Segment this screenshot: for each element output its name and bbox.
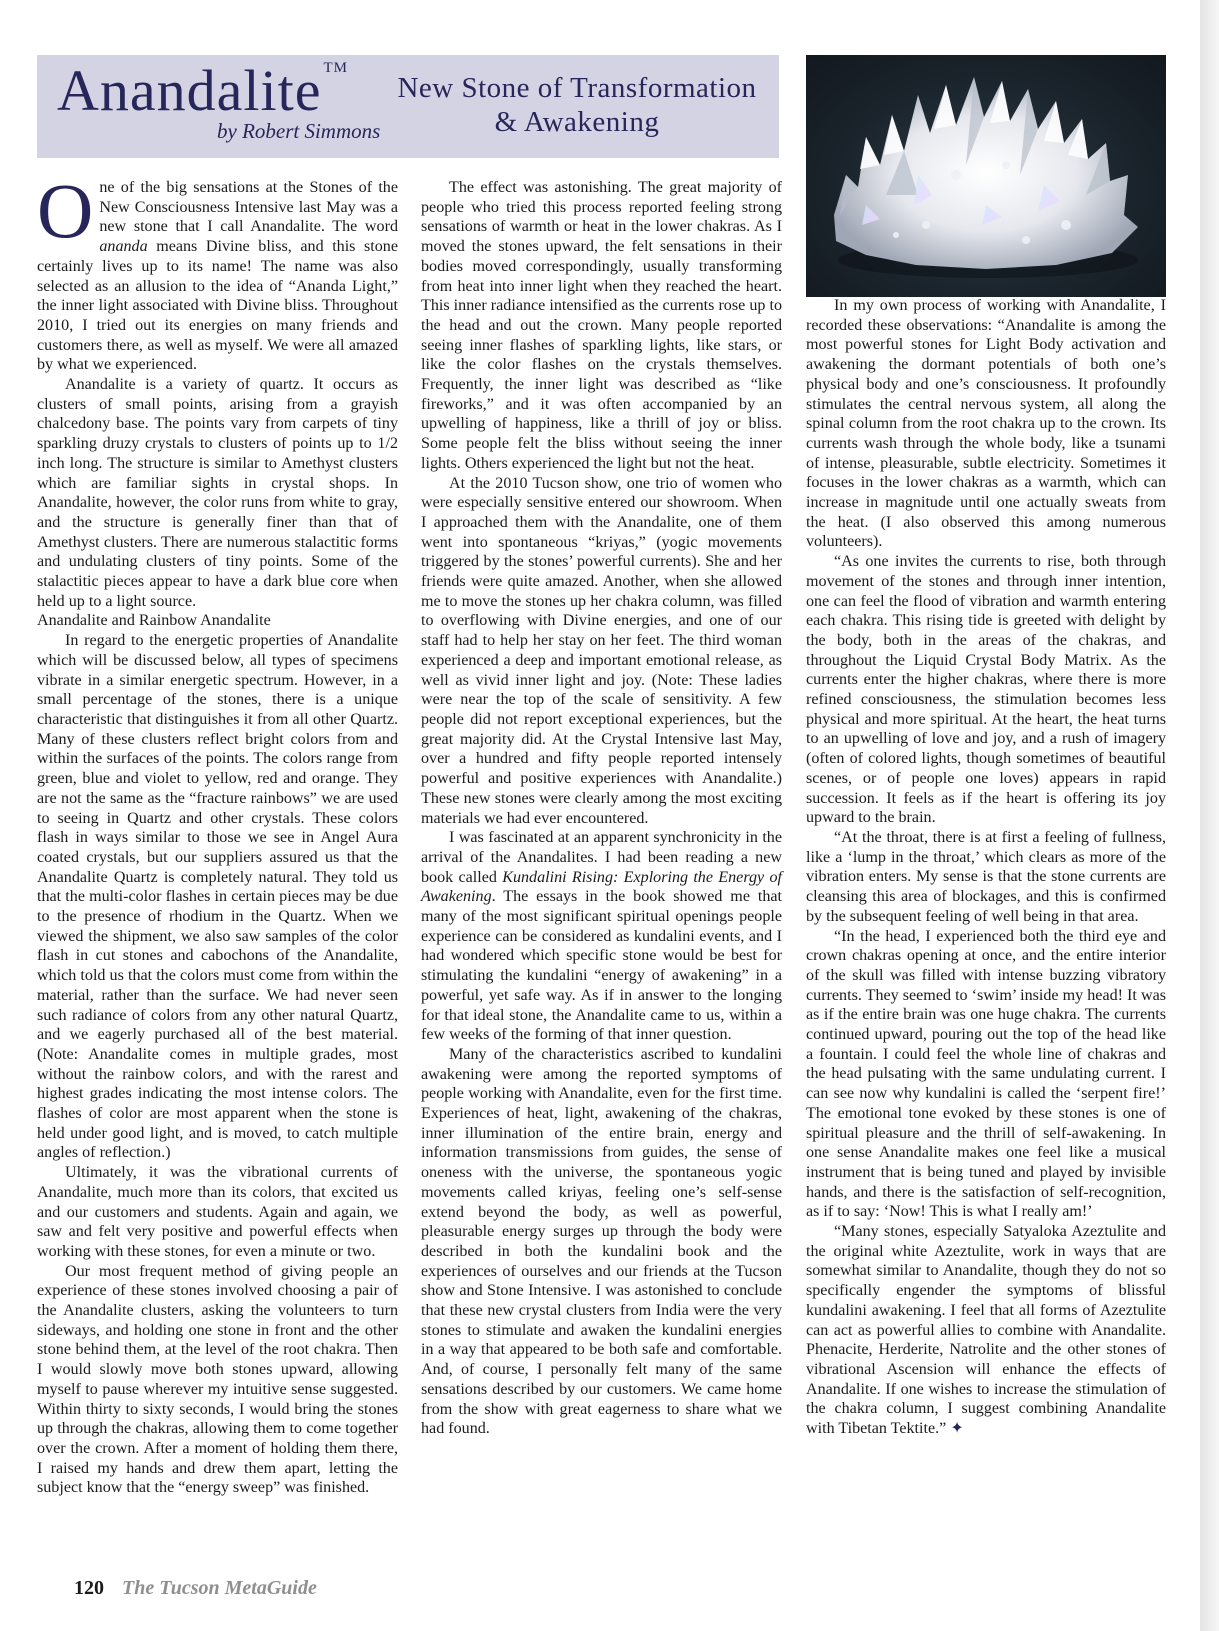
byline: by Robert Simmons — [217, 119, 381, 143]
publication-name: The Tucson MetaGuide — [122, 1577, 317, 1599]
paragraph: Many of the characteristics ascribed to kundalini awakening were among the reported symptoms of people working with Anandalite, even for the first time. Experiences of heat, light, awakening of the chakras, inner illumination of the entire brain, energy and information transmissions from guides, the sense of oneness with the universe, the spontaneous yogic movements called kriyas, feeling one’s self-sense extend beyond the body, as well as powerful, pleasurable energy surges up through the body were described in both the kundalini book and the experiences of ourselves and our friends at the Tucson show and Stone Intensive. I was astonished to conclude that these new crystal clusters from India were the very stones to stimulate and awaken the kundalini energies in a way that appeared to be both safe and comfortable. And, of course, I personally felt many of the same sensations described by our customers. We came home from the show with great eagerness to share what we had found. — [421, 1045, 782, 1438]
paragraph — [37, 167, 398, 375]
anandalite-crystal-photo — [806, 55, 1166, 297]
end-mark-icon: ✦ — [950, 1420, 964, 1438]
text-run: “Many stones, especially Satyaloka Azeztulite and the original white Azeztulite, work in ways that are somewhat similar to Anandalite, though they do not so specifically engender the symptoms of blissful kundalini awakening. I feel that all forms of Azeztulite can act as powerful allies to combine with Anandalite. Phenacite, Herderite, Natrolite and the other stones of vibrational Ascension will enhance the effects of Anandalite. If one wishes to increase the stimulation of the chakra column, I suggest combining Anandalite with Tibetan Tektite.” — [806, 1223, 1166, 1438]
page-number: 120 — [74, 1577, 104, 1599]
paragraph: In my own process of working with Anandalite, I recorded these observations: “Anandalite is among the most powerful stones for Light Body activation and awakening the dormant potentials of both one’s physical body and one’s consciousness. It profoundly stimulates the central nervous system, all along the spinal column from the root chakra up to the crown. Its currents wash through the whole body, like a tsunami of intense, pleasurable, subtle electricity. Sometimes it focuses in the lower chakras as a warmth, which can increase in magnitude until one actually sweats from the heat. (I also observed this among numerous volunteers). — [806, 297, 1166, 551]
paragraph: In regard to the energetic properties of Anandalite which will be discussed below, all types of specimens vibrate in a similar energetic spectrum. However, in a small percentage of the stones, there is a unique characteristic that distinguishes it from all other Quartz. Many of these clusters reflect bright colors from and within the surfaces of the points. The colors range from green, blue and violet to yellow, red and orange. They are not the same as the “fracture rainbows” we are used to seeing in Quartz and other crystals. These colors flash in ways similar to those we see in Angel Aura coated crystals, but our suppliers assured us that the Anandalite Quartz is completely natural. They told us that the multi-color flashes in certain pieces may be due to the presence of rhodium in the Quartz. When we viewed the shipment, we also saw samples of the color flash in cut stones and cabochons of the Anandalite, which told us that the colors must come from within the material, rather than the surface. We had never seen such radiance of colors from any other natural Quartz, and we eagerly purchased all of the best material. (Note: Anandalite comes in multiple grades, most without the rainbow colors, and with the rarest and highest grades indicating the most intense colors. The flashes of color are most apparent when the stone is held under good light, and is moved, to catch multiple angles of reflection.) — [37, 632, 398, 1162]
text-run: ne of the big sensations at the Stones of the New Consciousness Intensive last May was a new stone that I call Anandalite. The word — [99, 179, 398, 236]
paragraph — [806, 1222, 1166, 1439]
paragraph: Anandalite is a variety of quartz. It occurs as clusters of small points, arising from a grayish chalcedony base. The points vary from carpets of tiny sparkling druzy crystals to clusters of points up to 1/2 inch long. The structure is similar to Amethyst clusters which are familiar sights in crystal shops. In Anandalite, however, the color runs from white to gray, and the structure is generally finer than that of Amethyst clusters. There are numerous stalactitic forms and undulating clusters of tiny points. Some of the stalactitic pieces appear to have a dark blue core when held up to a light source. — [37, 376, 398, 610]
paragraph: Ultimately, it was the vibrational currents of Anandalite, much more than its colors, that excited us and our customers and students. Again and again, we saw and felt very positive and powerful effects when working with these stones, for even a minute or two. — [37, 1164, 398, 1260]
page-footer — [74, 1577, 317, 1600]
title-word: Anandalite — [57, 58, 322, 123]
paragraph — [421, 828, 782, 1045]
paragraph: The effect was astonishing. The great majority of people who tried this process reported feeling strong sensations of warmth or heat in the lower chakras. As I moved the stones upward, the felt sensations in their bodies moved correspondingly, usually transforming from heat into inner light when they reached the heart. This inner radiance intensified as the currents rose up to the head and out the crown. Many people reported seeing inner flashes of sparkling lights, like stars, or like the color flashes on the crystals themselves. Frequently, the inner light was described as “like fireworks,” and it was often accompanied by an upwelling of happiness, like a thrill of joy or bliss. Some people felt the bliss without seeing the inner lights. Others experienced the light but not the heat. — [421, 179, 782, 472]
section-subheading: Anandalite and Rainbow Anandalite — [37, 612, 271, 630]
text-run: I was fascinated at an apparent synchronicity in the arrival of the Anandalites. I had been reading a new book called — [421, 829, 782, 886]
page-edge-shadow — [1200, 0, 1219, 1631]
text-run: means Divine bliss, and this stone certainly lives up to its name! The name was also selected as an allusion to the idea of “Ananda Light,” the inner light associated with Divine bliss. Throughout 2010, I tried out its energies on many friends and customers there, as well as myself. We were all amazed by what we experienced. — [37, 238, 398, 374]
article-subtitle — [367, 71, 787, 139]
paragraph: “As one invites the currents to rise, both through movement of the stones and through inner intention, one can feel the flood of vibration and warmth entering each chakra. This rising tide is greeted with delight by the body, both in the areas of the chakras, and throughout the Liquid Crystal Body Matrix. As the currents enter the higher chakras, where there is more refined consciousness, the stimulation becomes less physical and more spiritual. At the heart, the heat turns to an upwelling of love and joy, and a rush of imagery (often of colored lights, though sometimes of beautiful scenes, or of people one loves) appears in rapid succession. It feels as if the heart is offering its joy upward to the brain. — [806, 553, 1166, 827]
text-run: . The essays in the book showed me that many of the most significant spiritual openings people experience can be considered as kundalini events, and I had wondered which specific stone would be best for stimulating the kundalini “energy of awakening” in a powerful, yet safe way. As if in answer to the longing for that ideal stone, the Anandalite came to us, within a few weeks of the forming of that inner question. — [421, 888, 782, 1044]
paragraph: “In the head, I experienced both the third eye and crown chakras opening at once, and the entire interior of the skull was filled with intense buzzing vibratory currents. They seemed to ‘swim’ inside my head! It was as if the entire brain was one huge chakra. The currents continued upward, pouring out the top of the head like a fountain. I could feel the whole line of chakras and the head pulsating with the same undulating current. I can see now why kundalini is called the ‘serpent fire!’ The emotional tone evoked by these stones is one of spiritual pleasure and the thrill of self-awakening. In one sense Anandalite makes one feel like a musical instrument that is being tuned and played by invisible hands, and there is the satisfaction of self-recognition, as if to say: ‘Now! This is what I really am!’ — [806, 927, 1166, 1221]
title-banner — [37, 55, 779, 158]
paragraph: “At the throat, there is at first a feeling of fullness, like a ‘lump in the throat,’ which clears as more of the vibration enters. My sense is that the stone currents are cleansing this area of blockages, and this is confirmed by the subsequent feeling of well being in that area. — [806, 828, 1166, 925]
crystal-illustration — [806, 55, 1166, 297]
drop-cap: O — [37, 167, 94, 254]
column-1 — [37, 167, 398, 1498]
subtitle-line-2: & Awakening — [494, 106, 660, 138]
paragraph: At the 2010 Tucson show, one trio of women who were especially sensitive entered our showroom. When I approached them with the Anandalite, one of them went into spontaneous “kriyas,” (yogic movements triggered by the stones’ powerful currents). She and her friends were quite amazed. Another, when she allowed me to move the stones up her chakra column, was filled to overflowing with Divine energies, and one of our staff had to help her stay on her feet. The third woman experienced a deep and important emotional release, as well as vivid inner light and joy. (Note: These ladies were near the top of the scale of sensitivity. A few people did not report exceptional experiences, but the great majority did. At the Crystal Intensive last May, over a hundred and fifty people reported intensely powerful and positive experiences with Anandalite.) These new stones were clearly among the most exciting materials we had ever encountered. — [421, 474, 782, 827]
subtitle-line-1: New Stone of Transformation — [397, 72, 757, 104]
column-3 — [806, 296, 1166, 1439]
column-2 — [421, 178, 782, 1439]
paragraph: Our most frequent method of giving people an experience of these stones involved choosing a pair of the Anandalite clusters, asking the volunteers to turn sideways, and holding one stone in front and the other stone behind them, at the level of the root chakra. Then I would slowly move both stones upward, allowing myself to pause wherever my intuitive sense suggested. Within thirty to sixty seconds, I would bring the stones up through the chakras, allowing them to come together over the crown. After a moment of holding them there, I raised my hands and drew them apart, letting the subject know that the “energy sweep” was finished. — [37, 1262, 398, 1497]
italic-term: ananda — [99, 238, 148, 256]
book-title: Kundalini Rising: Exploring the Energy of Awakening — [421, 868, 782, 906]
article-title — [57, 57, 348, 124]
trademark-mark: TM — [323, 60, 348, 76]
